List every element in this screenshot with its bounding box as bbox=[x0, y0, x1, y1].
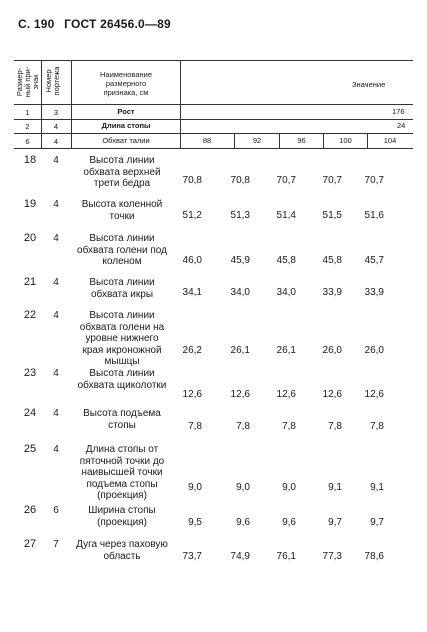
row-value: 70,8 bbox=[182, 175, 202, 186]
row-value: 12,6 bbox=[322, 389, 342, 400]
row-value: 9,0 bbox=[236, 482, 250, 493]
col-header-feature: Размер- ный при- знак bbox=[15, 66, 40, 98]
col-header-value: Значение bbox=[352, 80, 386, 89]
page-number: С. 190 bbox=[18, 17, 55, 31]
row-value: 70,7 bbox=[276, 175, 296, 186]
rule-head bbox=[14, 104, 413, 105]
row-value: 7,8 bbox=[188, 421, 202, 432]
row-value: 51,2 bbox=[182, 210, 202, 221]
row-value: 12,6 bbox=[230, 389, 250, 400]
stopa-n: 2 bbox=[25, 122, 30, 131]
row-value: 70,7 bbox=[322, 175, 342, 186]
row-value: 26,0 bbox=[322, 345, 342, 356]
row-value: 70,8 bbox=[230, 175, 250, 186]
row-code: 4 bbox=[53, 199, 59, 210]
row-value: 7,8 bbox=[236, 421, 250, 432]
row-label: Дуга через паховую область bbox=[76, 539, 168, 562]
rost-value: 176 bbox=[392, 107, 405, 116]
row-value: 9,7 bbox=[328, 517, 342, 528]
talia-value: 104 bbox=[383, 136, 397, 145]
row-code: 4 bbox=[53, 233, 59, 244]
talia-value: 96 bbox=[297, 136, 306, 145]
table-row bbox=[14, 155, 413, 199]
talia-value: 100 bbox=[339, 136, 352, 145]
row-label: Длина стопы от пяточной точки до наивысшей точки подъема стопы (проекция) bbox=[79, 444, 165, 501]
row-value: 9,7 bbox=[370, 517, 384, 528]
stopa-value: 24 bbox=[397, 121, 406, 130]
row-value: 33,9 bbox=[322, 287, 342, 298]
row-value: 26,1 bbox=[276, 345, 296, 356]
row-value: 12,6 bbox=[276, 389, 296, 400]
col-header-name: Наименование размерного признака, см bbox=[100, 70, 152, 97]
stopa-label: Длина стопы bbox=[101, 121, 151, 130]
rost-n: 1 bbox=[25, 108, 30, 117]
row-number: 18 bbox=[23, 154, 37, 166]
row-value: 9,1 bbox=[370, 482, 384, 493]
rost-label: Рост bbox=[117, 107, 135, 116]
table-row bbox=[14, 368, 413, 408]
row-code: 4 bbox=[53, 310, 59, 321]
row-label: Высота линии обхвата голени под коленом bbox=[77, 233, 167, 267]
row-code: 4 bbox=[53, 408, 59, 419]
row-value: 7,8 bbox=[282, 421, 296, 432]
row-value: 9,1 bbox=[328, 482, 342, 493]
row-value: 73,7 bbox=[182, 551, 202, 562]
row-label: Высота коленной точки bbox=[81, 199, 163, 222]
talia-value: 88 bbox=[202, 136, 212, 145]
talia-k: 4 bbox=[53, 137, 59, 146]
table-row bbox=[14, 539, 413, 579]
rule-v2 bbox=[71, 60, 72, 148]
row-code: 4 bbox=[53, 277, 59, 288]
row-value: 74,9 bbox=[230, 551, 250, 562]
row-number: 24 bbox=[23, 407, 37, 419]
row-value: 9,6 bbox=[236, 517, 250, 528]
row-number: 26 bbox=[23, 504, 37, 516]
talia-value: 92 bbox=[252, 136, 262, 145]
row-code: 6 bbox=[53, 505, 59, 516]
talia-n: 6 bbox=[25, 137, 30, 146]
row-label: Высота линии обхвата щиколотки bbox=[77, 368, 167, 391]
row-code: 4 bbox=[53, 444, 59, 455]
rule-talia bbox=[14, 148, 413, 149]
row-value: 45,8 bbox=[276, 255, 296, 266]
table-row bbox=[14, 199, 413, 233]
rule-v3 bbox=[180, 60, 181, 148]
row-label: Высота линии обхвата голени на уровне нижнего края икроножной мышцы bbox=[79, 310, 165, 367]
row-number: 21 bbox=[23, 276, 37, 288]
rost-k: 3 bbox=[53, 108, 59, 117]
row-number: 22 bbox=[23, 309, 37, 321]
row-value: 33,9 bbox=[364, 287, 384, 298]
row-value: 46,0 bbox=[182, 255, 202, 266]
row-value: 12,6 bbox=[182, 389, 202, 400]
row-value: 7,8 bbox=[328, 421, 342, 432]
table-row bbox=[14, 408, 413, 444]
row-value: 26,1 bbox=[230, 345, 250, 356]
row-value: 12,6 bbox=[364, 389, 384, 400]
rule-top bbox=[14, 60, 413, 61]
col-header-number: Номер портежа bbox=[44, 66, 61, 96]
row-value: 34,0 bbox=[276, 287, 296, 298]
table-header bbox=[14, 60, 413, 152]
row-value: 7,8 bbox=[370, 421, 384, 432]
row-code: 4 bbox=[53, 155, 59, 166]
table-row bbox=[14, 444, 413, 502]
row-value: 26,0 bbox=[364, 345, 384, 356]
row-value: 51,4 bbox=[276, 210, 296, 221]
row-number: 27 bbox=[23, 538, 37, 550]
row-value: 45,9 bbox=[230, 255, 250, 266]
row-code: 4 bbox=[53, 368, 59, 379]
rule-stopa bbox=[14, 133, 413, 134]
row-value: 45,7 bbox=[364, 255, 384, 266]
standard-code: ГОСТ 26456.0—89 bbox=[64, 17, 171, 31]
table-row bbox=[14, 505, 413, 539]
row-value: 9,0 bbox=[188, 482, 202, 493]
rule-v1 bbox=[41, 60, 42, 148]
page-header bbox=[18, 17, 177, 31]
row-value: 51,5 bbox=[322, 210, 342, 221]
row-value: 51,6 bbox=[364, 210, 384, 221]
rule-rost bbox=[14, 119, 413, 120]
row-value: 34,0 bbox=[230, 287, 250, 298]
row-value: 78,6 bbox=[364, 551, 384, 562]
table-row bbox=[14, 310, 413, 368]
row-value: 45,8 bbox=[322, 255, 342, 266]
row-value: 51,3 bbox=[230, 210, 250, 221]
row-number: 25 bbox=[23, 443, 37, 455]
row-number: 20 bbox=[23, 232, 37, 244]
row-value: 70,7 bbox=[364, 175, 384, 186]
row-value: 76,1 bbox=[276, 551, 296, 562]
row-value: 9,0 bbox=[282, 482, 296, 493]
row-label: Высота подъема стопы bbox=[83, 408, 161, 431]
table-row bbox=[14, 233, 413, 277]
row-label: Высота линии обхвата верхней трети бедра bbox=[83, 155, 161, 189]
table-row bbox=[14, 277, 413, 310]
row-value: 77,3 bbox=[322, 551, 342, 562]
row-number: 19 bbox=[23, 198, 37, 210]
row-value: 34,1 bbox=[182, 287, 202, 298]
row-value: 9,5 bbox=[188, 517, 202, 528]
stopa-k: 4 bbox=[53, 122, 59, 131]
talia-label: Обхват талии bbox=[102, 136, 150, 145]
row-label: Ширина стопы (проекция) bbox=[88, 505, 156, 528]
row-code: 7 bbox=[53, 539, 59, 550]
row-label: Высота линии обхвата икры bbox=[89, 277, 155, 300]
row-value: 26,2 bbox=[182, 345, 202, 356]
row-value: 9,6 bbox=[282, 517, 296, 528]
row-number: 23 bbox=[23, 367, 37, 379]
